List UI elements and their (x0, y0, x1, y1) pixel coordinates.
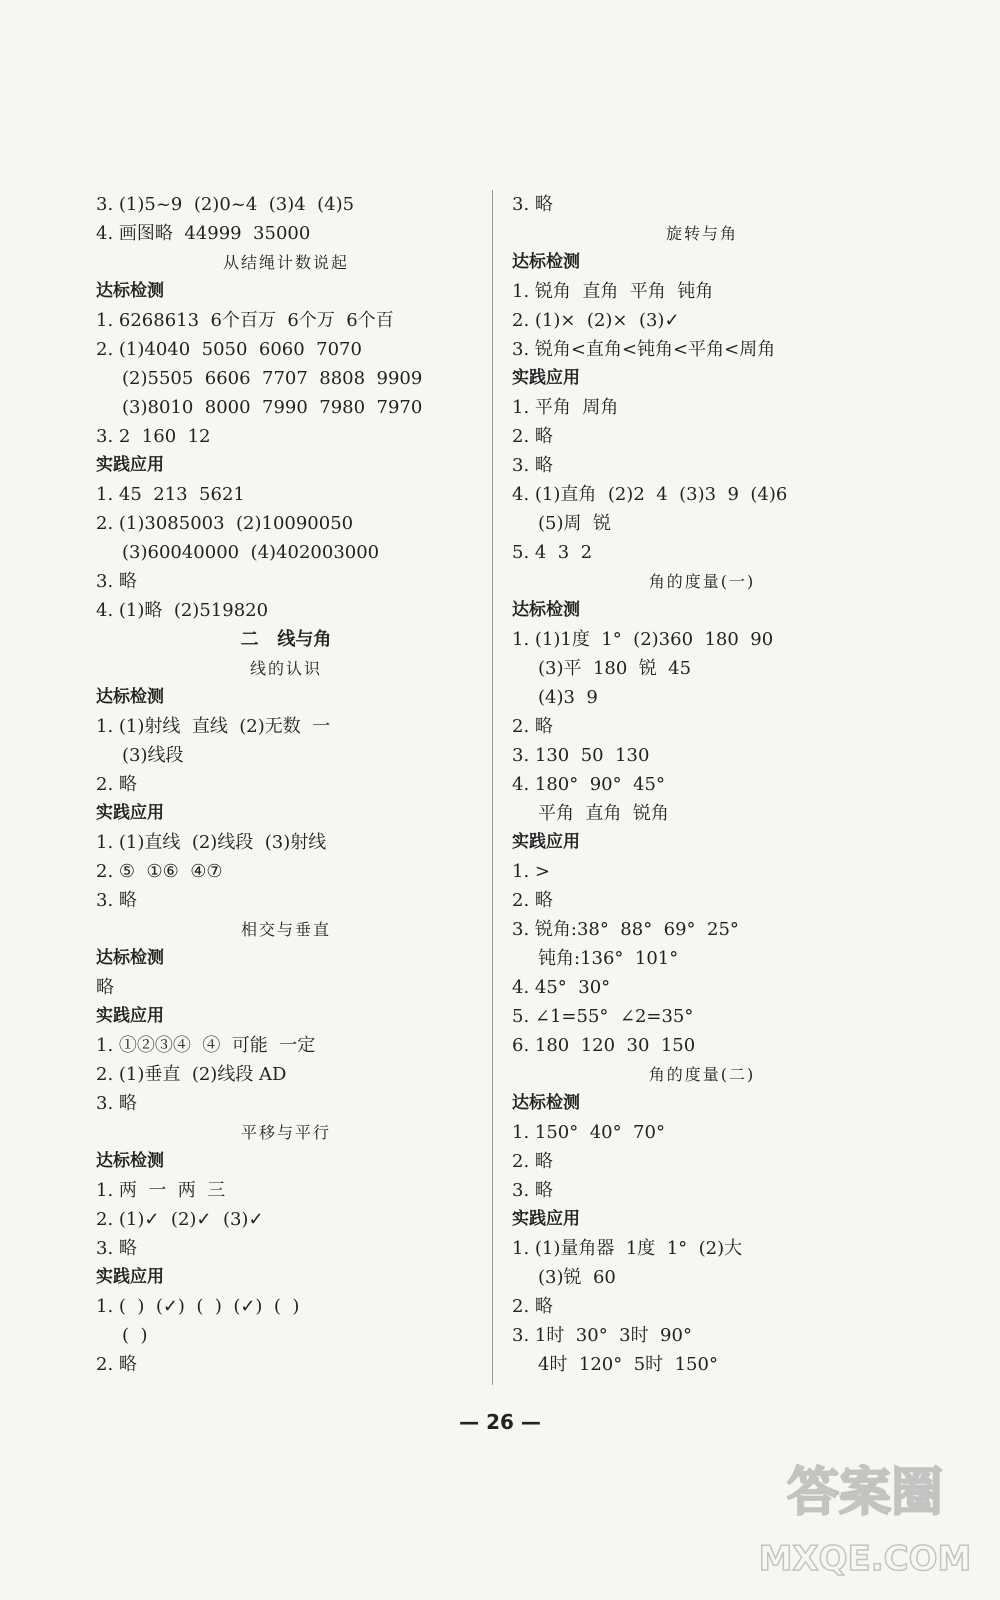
watermark-text-bottom: MXQE.COM (758, 1539, 972, 1579)
answer-line: 1. 150° 40° 70° (512, 1122, 665, 1143)
watermark-text-top: 答案圈 (786, 1463, 944, 1523)
answer-line: 2. (1)垂直 (2)线段 AD (96, 1064, 287, 1085)
answer-line: 1. ( ) (✓) ( ) (✓) ( ) (96, 1296, 300, 1317)
right-column (512, 190, 892, 1379)
answer-line: 1. ①②③④ ④ 可能 一定 (96, 1035, 316, 1056)
answer-line: 3. 略 (96, 1093, 137, 1114)
answer-line: 3. 130 50 130 (512, 745, 650, 766)
subsection-heading: 实践应用 (96, 455, 164, 475)
subsection-heading: 实践应用 (512, 368, 580, 388)
answer-line: 2. 略 (512, 716, 553, 737)
answer-line-continued: ( ) (122, 1325, 148, 1346)
answer-line: 1. 锐角 直角 平角 钝角 (512, 281, 714, 302)
section-title: 角的度量(一) (648, 572, 756, 591)
answer-line: 4. 画图略 44999 35000 (96, 223, 311, 244)
answer-line: 3. 2 160 12 (96, 426, 211, 447)
answer-line-continued: (3)60040000 (4)402003000 (122, 542, 380, 563)
answer-line: 3. 略 (96, 890, 137, 911)
section-title: 从结绳计数说起 (222, 253, 349, 272)
answer-line: 1. 6268613 6个百万 6个万 6个百 (96, 310, 394, 331)
answer-line: 3. 略 (512, 1180, 553, 1201)
left-column (96, 190, 476, 1379)
answer-line: 1. (1)射线 直线 (2)无数 一 (96, 716, 331, 737)
subsection-heading: 实践应用 (512, 832, 580, 852)
answer-line-continued: (4)3 9 (538, 687, 598, 708)
answer-line: 4. (1)直角 (2)2 4 (3)3 9 (4)6 (512, 484, 788, 505)
answer-line: 2. (1)✓ (2)✓ (3)✓ (96, 1209, 264, 1230)
answer-line: 2. (1)3085003 (2)10090050 (96, 513, 354, 534)
subsection-heading: 达标检测 (96, 281, 164, 301)
answer-line: 1. (1)直线 (2)线段 (3)射线 (96, 832, 327, 853)
answer-line: 3. 1时 30° 3时 90° (512, 1325, 692, 1346)
section-title: 旋转与角 (665, 224, 738, 243)
subsection-heading: 达标检测 (512, 252, 580, 272)
answer-line-continued: (3)锐 60 (538, 1267, 616, 1288)
answer-line: 6. 180 120 30 150 (512, 1035, 696, 1056)
page-number: — 26 — (459, 1410, 541, 1434)
answer-line: 2. 略 (96, 774, 137, 795)
answer-line: 1. > (512, 861, 550, 882)
subsection-heading: 达标检测 (512, 600, 580, 620)
subsection-heading: 实践应用 (512, 1209, 580, 1229)
subsection-heading: 实践应用 (96, 1006, 164, 1026)
subsection-heading: 达标检测 (96, 1151, 164, 1171)
answer-line: 5. 4 3 2 (512, 542, 593, 563)
answer-line: 4. 45° 30° (512, 977, 611, 998)
answer-line-continued: 4时 120° 5时 150° (538, 1354, 718, 1375)
section-title: 角的度量(二) (648, 1065, 756, 1084)
answer-line: 1. 两 一 两 三 (96, 1180, 226, 1201)
column-divider (492, 190, 493, 1385)
answer-line: 3. 锐角:38° 88° 69° 25° (512, 919, 739, 940)
answer-line: 2. (1)4040 5050 6060 7070 (96, 339, 362, 360)
answer-line: 1. (1)1度 1° (2)360 180 90 (512, 629, 774, 650)
answer-line-continued: 钝角:136° 101° (538, 948, 679, 969)
answer-line-continued: (2)5505 6606 7707 8808 9909 (122, 368, 423, 389)
answer-line: 3. 略 (512, 194, 553, 215)
answer-line: 2. 略 (512, 1151, 553, 1172)
answer-line: 5. ∠1=55° ∠2=35° (512, 1006, 694, 1027)
answer-line: 2. 略 (512, 1296, 553, 1317)
section-title: 平移与平行 (240, 1123, 331, 1142)
answer-line: 3. 略 (96, 1238, 137, 1259)
subsection-heading: 达标检测 (96, 948, 164, 968)
answer-line: 2. 略 (96, 1354, 137, 1375)
answer-line-continued: (3)线段 (122, 745, 184, 766)
section-title: 线的认识 (249, 659, 322, 678)
answer-line: 1. (1)量角器 1度 1° (2)大 (512, 1238, 743, 1259)
answer-line-continued: (5)周 锐 (538, 513, 611, 534)
answer-line-continued: (3)平 180 锐 45 (538, 658, 692, 679)
answer-line: 3. 略 (96, 571, 137, 592)
answer-line: 2. ⑤ ①⑥ ④⑦ (96, 861, 223, 882)
answer-line: 3. (1)5~9 (2)0~4 (3)4 (4)5 (96, 194, 355, 215)
subsection-heading: 达标检测 (96, 687, 164, 707)
answer-line: 4. 180° 90° 45° (512, 774, 665, 795)
subsection-heading: 实践应用 (96, 1267, 164, 1287)
answer-line: 略 (96, 977, 114, 998)
answer-line: 1. 45 213 5621 (96, 484, 245, 505)
answer-line-continued: (3)8010 8000 7990 7980 7970 (122, 397, 423, 418)
subsection-heading: 达标检测 (512, 1093, 580, 1113)
section-title: 相交与垂直 (240, 920, 331, 939)
answer-line: 2. 略 (512, 426, 553, 447)
subsection-heading: 实践应用 (96, 803, 164, 823)
answer-line: 2. (1)× (2)× (3)✓ (512, 310, 680, 331)
answer-line: 2. 略 (512, 890, 553, 911)
watermark-logo (750, 1440, 980, 1590)
answer-line: 1. 平角 周角 (512, 397, 619, 418)
answer-line: 3. 略 (512, 455, 553, 476)
chapter-title: 二 线与角 (240, 629, 332, 650)
answer-line: 3. 锐角<直角<钝角<平角<周角 (512, 339, 776, 360)
answer-line-continued: 平角 直角 锐角 (538, 803, 669, 824)
answer-line: 4. (1)略 (2)519820 (96, 600, 269, 621)
